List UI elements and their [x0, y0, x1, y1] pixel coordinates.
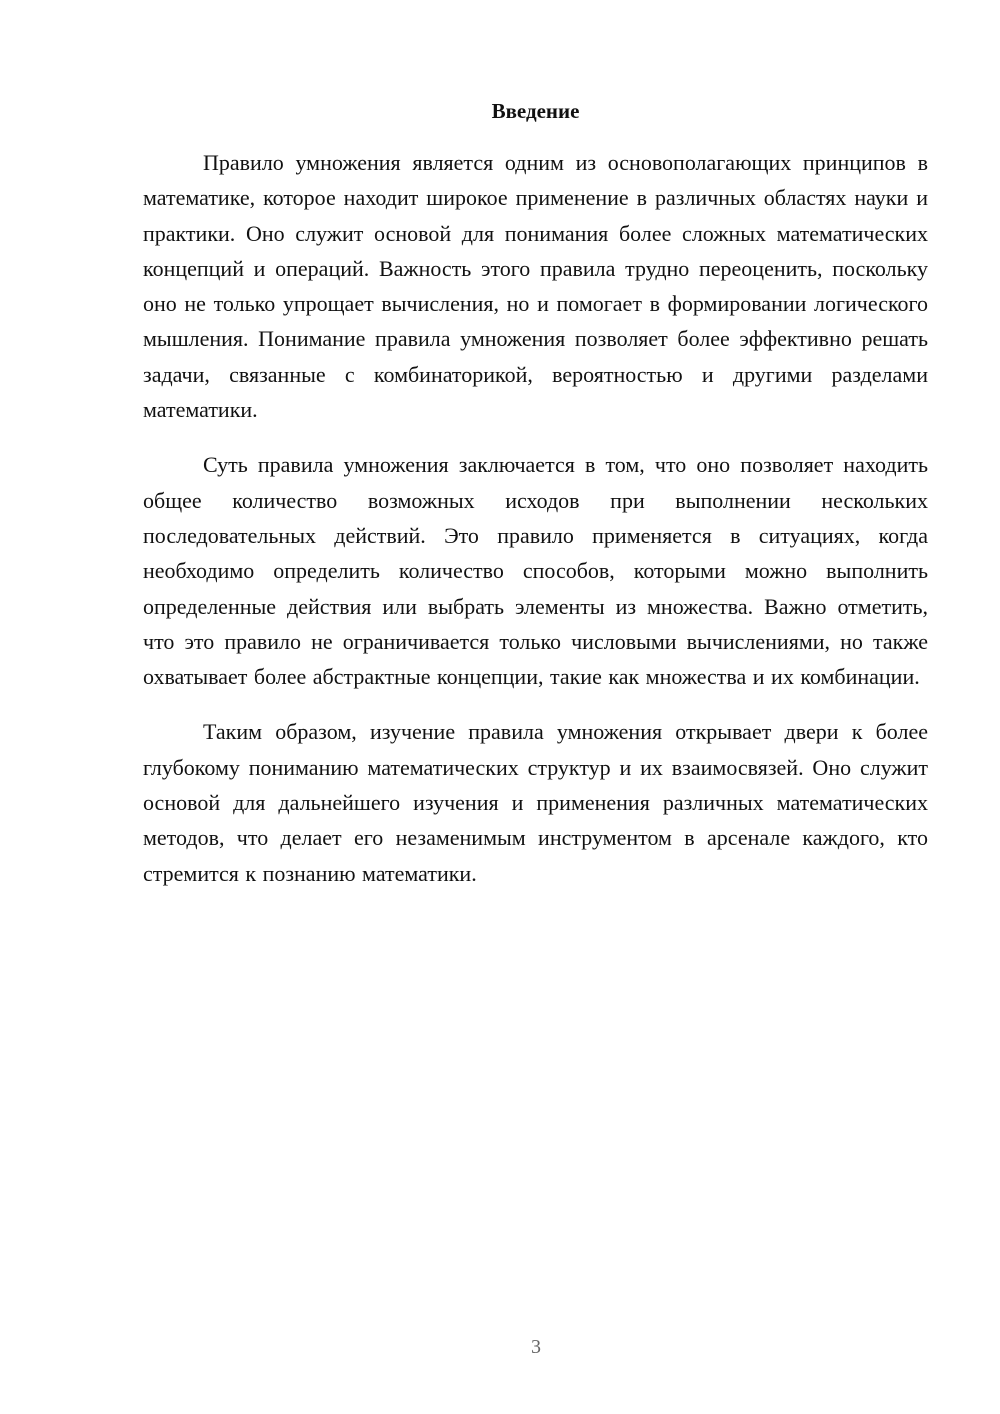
paragraph-2: Суть правила умножения заключается в том, что оно позволяет находить общее количество возможных исходов при выполнении нескольких последовательных действий. Это правило применяется в ситуациях, когда необходимо определить количество способов, которыми можно выполнить определенные действия или выбрать элементы из множества. Важно отметить, что это правило не ограничивается только числовыми вычислениями, но также охватывает более абстрактные концепции, такие как множества и их комбинации.	[143, 452, 928, 690]
paragraph-3: Таким образом, изучение правила умножения открывает двери к более глубокому пониманию математических структур и их взаимосвязей. Оно служит основой для дальнейшего изучения и применения различных математических методов, что делает его незаменимым инструментом в арсенале каждого, кто стремится к познанию математики.	[143, 719, 928, 886]
page-content	[143, 96, 928, 911]
section-title: Введение	[491, 99, 580, 123]
page-number: 3	[531, 1336, 541, 1358]
paragraph-1: Правило умножения является одним из основополагающих принципов в математике, которое находит широкое применение в различных областях науки и практики. Оно служит основой для понимания более сложных математических концепций и операций. Важность этого правила трудно переоценить, поскольку оно не только упрощает вычисления, но и помогает в формировании логического мышления. Понимание правила умножения позволяет более эффективно решать задачи, связанные с комбинаторикой, вероятностью и другими разделами математики.	[143, 150, 928, 423]
